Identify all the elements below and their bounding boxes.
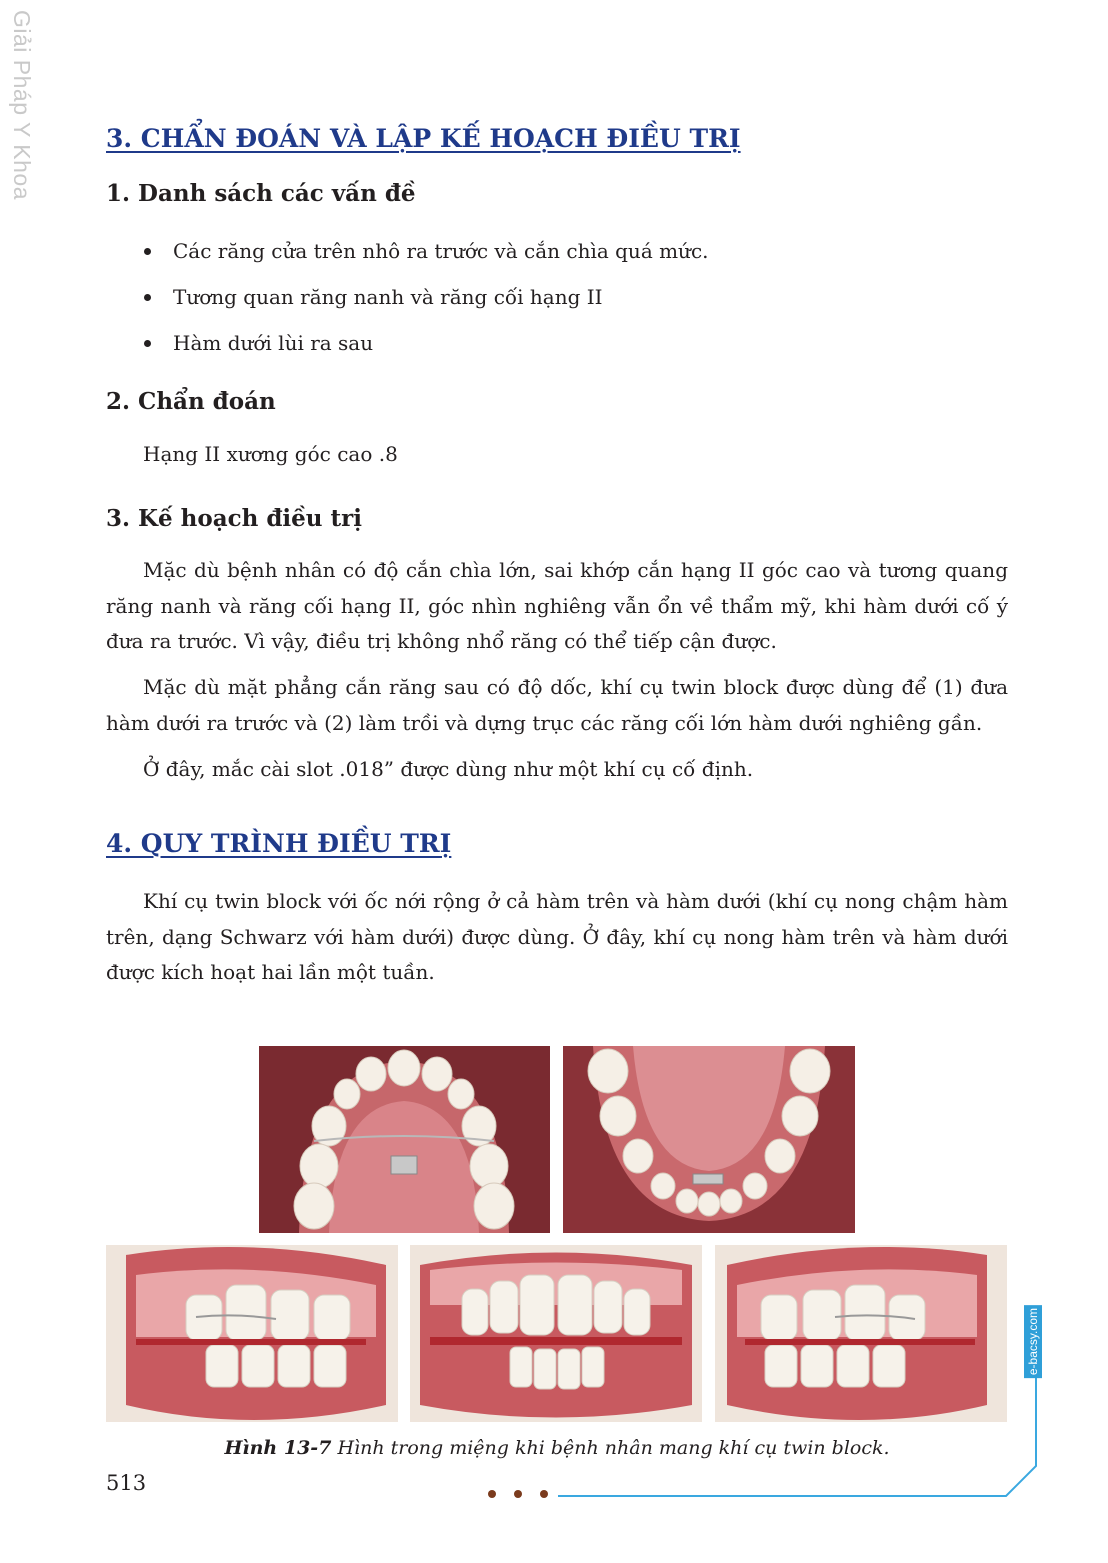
plan-paragraph-3: Ở đây, mắc cài slot .018” được dùng như một khí cụ cố định. (143, 757, 754, 781)
figure-caption-text: Hình trong miệng khi bệnh nhân mang khí cụ twin block. (331, 1437, 890, 1459)
right-buccal-photo (106, 1245, 398, 1422)
plan-paragraph-2: Mặc dù mặt phẳng cắn răng sau có độ dốc, khí cụ twin block được dùng để (1) đưa hàm dưới ra trước và (2) làm trồi và dựng trục các răng cối lớn hàm dưới nghiêng gần. (106, 675, 1008, 735)
footer-dots (488, 1490, 548, 1498)
subsection-2-heading: 2. Chẩn đoán (106, 388, 276, 415)
list-item-text: Tương quan răng nanh và răng cối hạng II (173, 285, 603, 309)
bullet-icon (144, 340, 151, 347)
dot-icon (488, 1490, 496, 1498)
list-item (140, 228, 709, 274)
problem-list (140, 228, 709, 366)
plan-paragraph-1: Mặc dù bệnh nhân có độ cắn chìa lớn, sai khớp cắn hạng II góc cao và tương quang răng nanh và răng cối hạng II, góc nhìn nghiêng vẫn ổn về thẩm mỹ, khi hàm dưới cố ý đưa ra trước. Vì vậy, điều trị không nhổ răng có thể tiếp cận được. (106, 558, 1008, 653)
dot-icon (514, 1490, 522, 1498)
site-tag: e-bacsy.com (1024, 1305, 1042, 1378)
procedure-paragraph: Khí cụ twin block với ốc nới rộng ở cả hàm trên và hàm dưới (khí cụ nong chậm hàm trên, dạng Schwarz với hàm dưới) được dùng. Ở đây, khí cụ nong hàm trên và hàm dưới được kích hoạt hai lần một tuần. (106, 889, 1008, 984)
list-item-text: Hàm dưới lùi ra sau (173, 331, 374, 355)
footer-accent-line (540, 1300, 1040, 1500)
lower-occlusal-photo (563, 1046, 855, 1233)
subsection-1-heading: 1. Danh sách các vấn đề (106, 180, 416, 207)
upper-occlusal-photo (259, 1046, 550, 1233)
list-item (140, 320, 709, 366)
section-4-heading: 4. QUY TRÌNH ĐIỀU TRỊ (106, 829, 452, 858)
page-number: 513 (106, 1471, 147, 1495)
side-watermark: Giải Pháp Y Khoa (9, 10, 35, 201)
bullet-icon (144, 294, 151, 301)
section-3-heading: 3. CHẨN ĐOÁN VÀ LẬP KẾ HOẠCH ĐIỀU TRỊ (106, 124, 741, 153)
bullet-icon (144, 248, 151, 255)
diagnosis-text: Hạng II xương góc cao .8 (143, 442, 398, 466)
figure-caption-label: Hình 13-7 (224, 1437, 332, 1459)
list-item-text: Các răng cửa trên nhô ra trước và cắn chìa quá mức. (173, 239, 709, 263)
subsection-3-heading: 3. Kế hoạch điều trị (106, 505, 363, 532)
list-item (140, 274, 709, 320)
